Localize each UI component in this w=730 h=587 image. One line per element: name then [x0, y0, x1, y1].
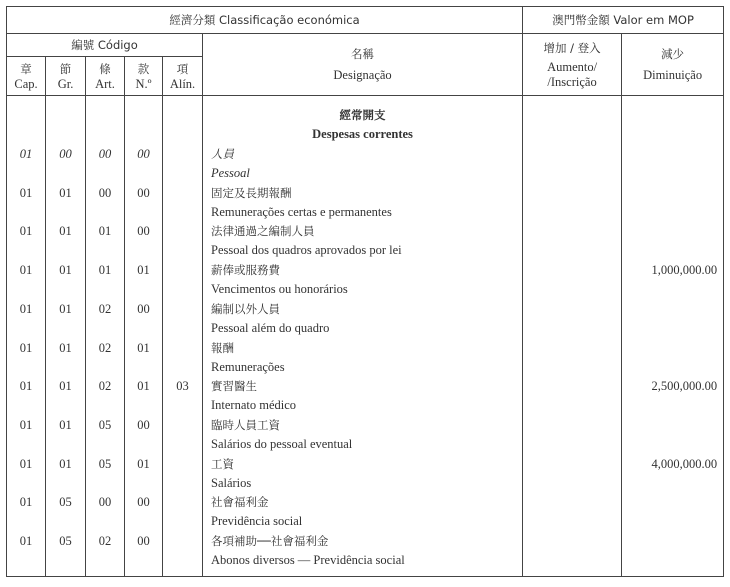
code-gr: 00	[59, 147, 72, 161]
code-no: 01	[137, 263, 150, 277]
designation-pt-7: Salários do pessoal eventual	[211, 437, 353, 451]
increase-pt-2: /Inscrição	[547, 74, 597, 89]
designation-zh-8: 工資	[211, 457, 234, 471]
designation-pt: Designação	[333, 68, 392, 82]
code-no: 01	[137, 379, 150, 393]
section-title-pt: Despesas correntes	[312, 127, 413, 141]
code-gr: 01	[59, 224, 72, 238]
alin-column	[163, 96, 203, 577]
cap-column	[7, 96, 46, 577]
budget-table	[6, 6, 724, 577]
designation-pt-5: Remunerações	[211, 360, 285, 374]
code-no: 00	[137, 302, 150, 316]
code-no: 01	[137, 457, 150, 471]
code-cap: 01	[19, 186, 33, 200]
designation-pt-0: Pessoal	[211, 166, 250, 180]
code-cap: 01	[19, 302, 33, 316]
code-no: 00	[137, 147, 150, 161]
designation-zh-6: 實習醫生	[211, 379, 257, 393]
code-alin: 03	[176, 379, 189, 393]
code-art: 05	[98, 457, 112, 471]
decrease-column	[622, 96, 724, 577]
code-cap: 01	[19, 495, 33, 509]
code-gr: 01	[59, 263, 72, 277]
code-gr: 01	[59, 186, 72, 200]
code-art: 02	[98, 341, 112, 355]
code-cap: 01	[19, 379, 33, 393]
designation-zh-5: 報酬	[211, 341, 234, 355]
code-art: 02	[98, 302, 112, 316]
code-cap: 01	[19, 341, 33, 355]
designation-zh-3: 薪俸或服務費	[211, 263, 280, 277]
code-art: 02	[98, 379, 112, 393]
code-gr: 01	[59, 341, 72, 355]
classification-header: 經濟分類 Classificação económica	[7, 7, 523, 34]
code-art: 01	[98, 224, 112, 238]
decrease-amount: 2,500,000.00	[651, 379, 718, 393]
code-no: 00	[137, 534, 150, 548]
designation-pt-1: Remunerações certas e permanentes	[211, 205, 392, 219]
designation-pt-10: Abonos diversos — Previdência social	[211, 553, 405, 567]
increase-pt-1: Aumento/	[547, 59, 598, 74]
cap-pt: Cap.	[14, 76, 38, 91]
code-cap: 01	[19, 147, 33, 161]
designation-zh-9: 社會福利金	[211, 495, 269, 509]
designation-pt-2: Pessoal dos quadros aprovados por lei	[211, 243, 402, 257]
code-cap: 01	[19, 224, 33, 238]
code-gr: 05	[59, 495, 72, 509]
gr-zh: 節	[59, 61, 72, 76]
increase-column	[523, 96, 622, 577]
decrease-pt: Diminuição	[643, 68, 703, 82]
gr-column	[46, 96, 86, 577]
art-column	[86, 96, 125, 577]
designation-pt-4: Pessoal além do quadro	[211, 321, 330, 335]
gr-pt: Gr.	[57, 76, 74, 91]
code-art: 05	[98, 418, 112, 432]
no-column	[125, 96, 163, 577]
code-cap: 01	[19, 534, 33, 548]
decrease-header	[622, 34, 724, 96]
code-gr: 05	[59, 534, 72, 548]
increase-zh: 增加 / 登入	[543, 40, 601, 55]
code-cap: 01	[19, 418, 33, 432]
designation-pt-9: Previdência social	[211, 514, 303, 528]
alin-pt: Alín.	[169, 76, 196, 91]
designation-pt-8: Salários	[211, 476, 252, 490]
designation-zh: 名稱	[351, 47, 375, 61]
cap-header	[7, 57, 46, 96]
designation-zh-2: 法律通過之編制人員	[211, 224, 315, 238]
amounts-header: 澳門幣金額 Valor em MOP	[523, 7, 724, 34]
decrease-amount: 1,000,000.00	[651, 263, 718, 277]
designation-zh-10: 各項補助──社會福利金	[211, 534, 329, 548]
increase-header	[523, 34, 622, 96]
budget-table-frame	[6, 6, 723, 580]
no-zh: 款	[137, 61, 150, 76]
designation-zh-1: 固定及長期報酬	[211, 186, 292, 200]
code-header: 編號 Código	[7, 34, 203, 57]
decrease-amount: 4,000,000.00	[651, 457, 718, 471]
cap-zh: 章	[20, 61, 32, 76]
alin-header	[163, 57, 203, 96]
code-no: 00	[137, 224, 150, 238]
no-header	[125, 57, 163, 96]
gr-header	[46, 57, 86, 96]
designation-column	[203, 96, 523, 577]
code-no: 00	[137, 186, 150, 200]
code-art: 00	[98, 186, 112, 200]
code-art: 02	[98, 534, 112, 548]
alin-zh: 項	[176, 61, 189, 76]
no-pt: N.º	[135, 76, 152, 91]
code-art: 00	[98, 147, 112, 161]
code-no: 01	[137, 341, 150, 355]
art-header	[86, 57, 125, 96]
code-cap: 01	[19, 263, 33, 277]
code-art: 01	[98, 263, 112, 277]
art-pt: Art.	[95, 76, 115, 91]
code-gr: 01	[59, 379, 72, 393]
code-no: 00	[137, 495, 150, 509]
code-cap: 01	[19, 457, 33, 471]
code-no: 00	[137, 418, 150, 432]
designation-header	[203, 34, 523, 96]
code-gr: 01	[59, 457, 72, 471]
designation-pt-3: Vencimentos ou honorários	[211, 282, 348, 296]
code-gr: 01	[59, 418, 72, 432]
designation-zh-7: 臨時人員工資	[211, 418, 280, 432]
designation-pt-6: Internato médico	[211, 398, 297, 412]
decrease-zh: 減少	[661, 47, 685, 61]
section-title-zh: 經常開支	[339, 108, 386, 122]
art-zh: 條	[99, 61, 111, 76]
designation-zh-4: 編制以外人員	[211, 302, 280, 316]
code-art: 00	[98, 495, 112, 509]
code-gr: 01	[59, 302, 72, 316]
designation-zh-0: 人員	[211, 147, 234, 161]
